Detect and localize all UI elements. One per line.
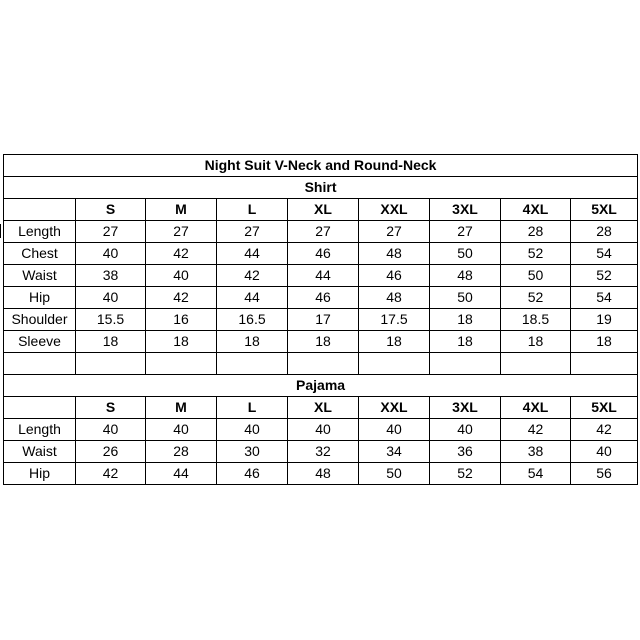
measurement-label: Hip: [4, 287, 76, 309]
measurement-value: 54: [501, 463, 571, 485]
shirt-measurement-row: [4, 309, 638, 331]
blank-cell: [571, 353, 638, 375]
measurement-value: 50: [430, 243, 501, 265]
size-chart-table: [3, 154, 638, 485]
measurement-value: 27: [288, 221, 359, 243]
size-header-corner: [4, 397, 76, 419]
measurement-value: 28: [571, 221, 638, 243]
blank-cell: [76, 353, 146, 375]
measurement-value: 40: [430, 419, 501, 441]
measurement-value: 18: [571, 331, 638, 353]
measurement-value: 32: [288, 441, 359, 463]
size-header-cell: L: [217, 397, 288, 419]
measurement-label: Waist: [4, 265, 76, 287]
measurement-value: 46: [288, 243, 359, 265]
measurement-value: 42: [217, 265, 288, 287]
shirt-measurement-row: [4, 265, 638, 287]
size-header-cell: 5XL: [571, 199, 638, 221]
measurement-value: 18: [430, 309, 501, 331]
measurement-value: 40: [217, 419, 288, 441]
size-header-cell: 5XL: [571, 397, 638, 419]
measurement-value: 44: [217, 243, 288, 265]
size-header-cell: XL: [288, 199, 359, 221]
measurement-value: 50: [359, 463, 430, 485]
measurement-value: 40: [146, 419, 217, 441]
measurement-value: 27: [146, 221, 217, 243]
measurement-value: 18: [359, 331, 430, 353]
measurement-value: 54: [571, 287, 638, 309]
shirt-measurement-row: [4, 221, 638, 243]
size-header-cell: M: [146, 199, 217, 221]
measurement-value: 40: [571, 441, 638, 463]
blank-cell: [430, 353, 501, 375]
size-header-cell: XL: [288, 397, 359, 419]
measurement-value: 42: [146, 243, 217, 265]
size-header-cell: 3XL: [430, 199, 501, 221]
measurement-value: 40: [288, 419, 359, 441]
blank-cell: [288, 353, 359, 375]
size-header-cell: S: [76, 199, 146, 221]
measurement-value: 42: [501, 419, 571, 441]
measurement-value: 52: [430, 463, 501, 485]
measurement-label: Chest: [4, 243, 76, 265]
blank-cell: [4, 353, 76, 375]
measurement-value: 15.5: [76, 309, 146, 331]
size-header-cell: 4XL: [501, 397, 571, 419]
size-header-cell: M: [146, 397, 217, 419]
size-header-cell: XXL: [359, 199, 430, 221]
size-header-corner: [4, 199, 76, 221]
measurement-value: 19: [571, 309, 638, 331]
measurement-value: 40: [359, 419, 430, 441]
pajama-measurement-row: [4, 419, 638, 441]
pajama-section-title: Pajama: [4, 375, 638, 397]
blank-cell: [359, 353, 430, 375]
pajama-heading-row: [4, 375, 638, 397]
measurement-value: 16: [146, 309, 217, 331]
size-header-cell: 4XL: [501, 199, 571, 221]
measurement-value: 48: [359, 287, 430, 309]
shirt-measurement-row: [4, 331, 638, 353]
measurement-value: 50: [430, 287, 501, 309]
size-header-cell: XXL: [359, 397, 430, 419]
measurement-value: 28: [501, 221, 571, 243]
measurement-value: 28: [146, 441, 217, 463]
measurement-value: 44: [288, 265, 359, 287]
measurement-value: 50: [501, 265, 571, 287]
measurement-value: 40: [76, 419, 146, 441]
measurement-value: 56: [571, 463, 638, 485]
measurement-label: Shoulder: [4, 309, 76, 331]
measurement-value: 40: [146, 265, 217, 287]
shirt-measurement-row: [4, 287, 638, 309]
text-cursor-icon: [0, 224, 4, 238]
measurement-value: 18: [430, 331, 501, 353]
title-row: [4, 155, 638, 177]
measurement-value: 30: [217, 441, 288, 463]
measurement-value: 36: [430, 441, 501, 463]
measurement-value: 38: [76, 265, 146, 287]
shirt-size-header-row: [4, 199, 638, 221]
measurement-label: Sleeve: [4, 331, 76, 353]
measurement-value: 34: [359, 441, 430, 463]
measurement-value: 48: [359, 243, 430, 265]
measurement-value: 27: [76, 221, 146, 243]
measurement-value: 38: [501, 441, 571, 463]
measurement-value: 46: [288, 287, 359, 309]
measurement-value: 48: [288, 463, 359, 485]
measurement-value: 42: [146, 287, 217, 309]
shirt-heading-row: [4, 177, 638, 199]
blank-cell: [501, 353, 571, 375]
pajama-size-header-row: [4, 397, 638, 419]
measurement-value: 54: [571, 243, 638, 265]
measurement-value: 46: [359, 265, 430, 287]
spacer-row: [4, 353, 638, 375]
measurement-label: Length: [4, 221, 76, 243]
measurement-value: 18: [288, 331, 359, 353]
measurement-value: 27: [217, 221, 288, 243]
measurement-label: Hip: [4, 463, 76, 485]
measurement-value: 42: [571, 419, 638, 441]
chart-title: Night Suit V-Neck and Round-Neck: [4, 155, 638, 177]
blank-cell: [146, 353, 217, 375]
measurement-value: 18: [217, 331, 288, 353]
measurement-value: 17: [288, 309, 359, 331]
measurement-value: 52: [501, 287, 571, 309]
measurement-value: 26: [76, 441, 146, 463]
measurement-label: Waist: [4, 441, 76, 463]
measurement-value: 18.5: [501, 309, 571, 331]
measurement-value: 18: [501, 331, 571, 353]
measurement-value: 44: [217, 287, 288, 309]
measurement-value: 44: [146, 463, 217, 485]
pajama-measurement-row: [4, 463, 638, 485]
measurement-label: Length: [4, 419, 76, 441]
measurement-value: 16.5: [217, 309, 288, 331]
blank-cell: [217, 353, 288, 375]
measurement-value: 52: [571, 265, 638, 287]
measurement-value: 27: [430, 221, 501, 243]
size-header-cell: L: [217, 199, 288, 221]
size-header-cell: 3XL: [430, 397, 501, 419]
measurement-value: 40: [76, 287, 146, 309]
pajama-measurement-row: [4, 441, 638, 463]
measurement-value: 46: [217, 463, 288, 485]
shirt-section-title: Shirt: [4, 177, 638, 199]
measurement-value: 40: [76, 243, 146, 265]
measurement-value: 17.5: [359, 309, 430, 331]
measurement-value: 52: [501, 243, 571, 265]
size-header-cell: S: [76, 397, 146, 419]
measurement-value: 42: [76, 463, 146, 485]
measurement-value: 18: [146, 331, 217, 353]
measurement-value: 27: [359, 221, 430, 243]
measurement-value: 18: [76, 331, 146, 353]
measurement-value: 48: [430, 265, 501, 287]
shirt-measurement-row: [4, 243, 638, 265]
